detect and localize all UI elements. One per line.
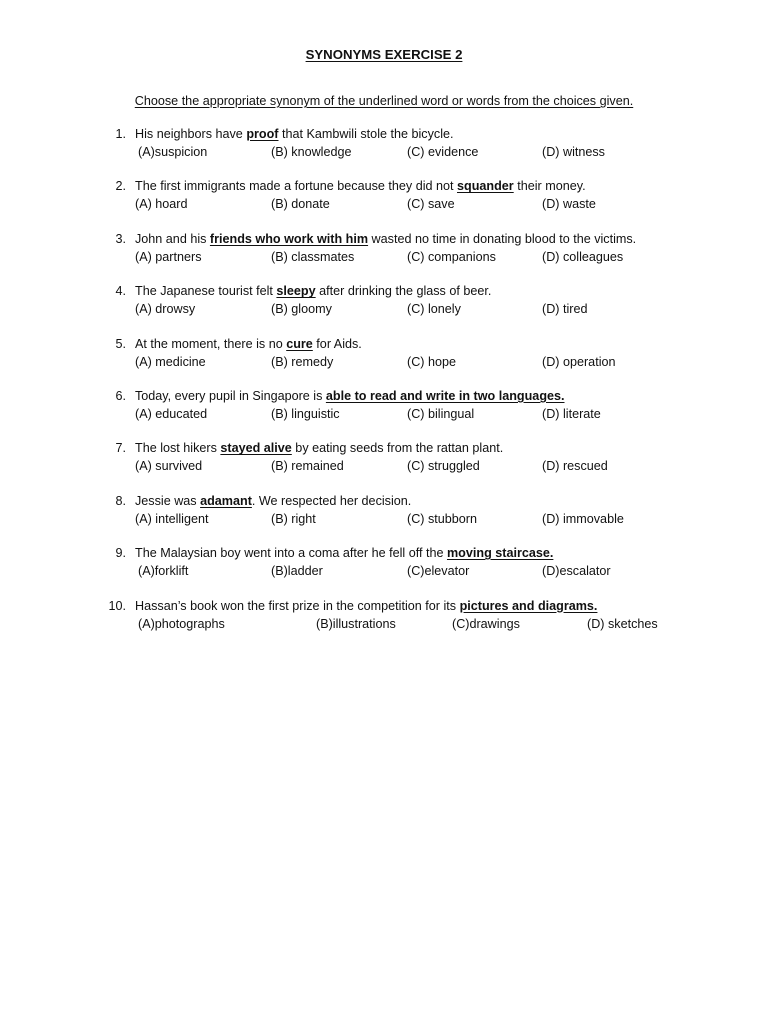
question-number: 3. <box>115 231 126 246</box>
option-c: (C) bilingual <box>407 406 475 421</box>
question-2 <box>0 178 768 230</box>
stem-before: Jessie was <box>135 493 201 508</box>
option-d: (D) sketches <box>587 616 658 631</box>
option-a: (A)photographs <box>138 616 225 631</box>
option-b: (B) remedy <box>271 354 334 369</box>
question-stem <box>135 545 553 562</box>
option-b: (B) gloomy <box>271 302 332 317</box>
option-d: (D) immovable <box>542 511 624 526</box>
question-9 <box>0 545 768 597</box>
question-stem <box>135 336 362 353</box>
instructions: Choose the appropriate synonym of the underlined word or words from the choices given. <box>134 94 634 108</box>
stem-before: Today, every pupil in Singapore is <box>135 388 326 403</box>
question-number: 4. <box>115 284 126 299</box>
option-d: (D) operation <box>542 354 616 369</box>
option-a: (A) hoard <box>135 197 188 212</box>
question-stem <box>135 440 503 457</box>
option-c: (C) struggled <box>407 459 480 474</box>
question-6 <box>0 388 768 440</box>
underlined-word: adamant <box>200 493 252 508</box>
stem-after: by eating seeds from the rattan plant. <box>291 441 504 456</box>
option-d: (D) colleagues <box>542 249 624 264</box>
underlined-word: sleepy <box>276 284 316 299</box>
question-4 <box>0 283 768 335</box>
underlined-word: moving staircase. <box>446 546 554 561</box>
stem-before: The Malaysian boy went into a coma after he fell off the <box>135 546 447 561</box>
option-c: (C) lonely <box>407 302 461 317</box>
option-c: (C) companions <box>407 249 496 264</box>
option-c: (C) evidence <box>407 145 479 159</box>
option-b: (B)illustrations <box>316 616 396 631</box>
option-d: (D) literate <box>542 406 601 421</box>
question-8 <box>0 493 768 545</box>
underlined-word: stayed alive <box>220 441 292 456</box>
option-c: (C) save <box>407 197 455 212</box>
question-number: 5. <box>115 336 126 351</box>
stem-after: wasted no time in donating blood to the victims. <box>368 231 637 246</box>
question-number: 2. <box>115 179 126 194</box>
option-d: (D) rescued <box>542 459 608 474</box>
question-10 <box>0 598 768 650</box>
stem-before: At the moment, there is no <box>135 336 287 351</box>
option-b: (B) remained <box>271 459 344 474</box>
page-title: SYNONYMS EXERCISE 2 <box>305 47 463 62</box>
question-list <box>0 126 768 650</box>
underlined-word: pictures and diagrams. <box>459 598 598 613</box>
option-a: (A) intelligent <box>135 511 209 526</box>
option-d: (D)escalator <box>542 564 611 579</box>
question-number: 6. <box>115 388 126 403</box>
stem-before: The lost hikers <box>135 441 221 456</box>
stem-after: their money. <box>513 179 586 194</box>
option-a: (A)suspicion <box>138 145 208 159</box>
stem-after: . We respected her decision. <box>251 493 412 508</box>
question-number: 7. <box>115 441 126 456</box>
stem-before: His neighbors have <box>135 127 247 141</box>
underlined-word: proof <box>246 127 279 141</box>
question-number: 10. <box>108 598 126 613</box>
option-c: (C)drawings <box>452 616 520 631</box>
question-stem <box>135 388 565 405</box>
stem-before: The Japanese tourist felt <box>135 284 277 299</box>
stem-before: Hassan’s book won the first prize in the competition for its <box>135 598 460 613</box>
question-stem <box>135 178 586 195</box>
option-c: (C) hope <box>407 354 456 369</box>
stem-before: The first immigrants made a fortune because they did not <box>135 179 458 194</box>
option-b: (B) linguistic <box>271 406 340 421</box>
question-number: 1. <box>115 127 126 141</box>
question-stem <box>135 283 491 300</box>
option-b: (B) right <box>271 511 316 526</box>
option-a: (A) educated <box>135 406 208 421</box>
option-b: (B) knowledge <box>271 145 352 159</box>
underlined-word: able to read and write in two languages. <box>325 388 565 403</box>
underlined-word: squander <box>457 179 514 194</box>
stem-after: that Kambwili stole the bicycle. <box>278 127 454 141</box>
option-a: (A)forklift <box>138 564 189 579</box>
option-b: (B) classmates <box>271 249 355 264</box>
option-a: (A) survived <box>135 459 203 474</box>
option-d: (D) witness <box>542 145 605 159</box>
option-b: (B) donate <box>271 197 330 212</box>
option-a: (A) drowsy <box>135 302 196 317</box>
option-a: (A) partners <box>135 249 202 264</box>
underlined-word: cure <box>286 336 313 351</box>
stem-before: John and his <box>135 231 210 246</box>
question-number: 9. <box>115 546 126 561</box>
stem-after: after drinking the glass of beer. <box>315 284 492 299</box>
stem-after: for Aids. <box>312 336 362 351</box>
option-d: (D) tired <box>542 302 588 317</box>
question-number: 8. <box>115 493 126 508</box>
underlined-word: friends who work with him <box>209 231 369 246</box>
option-c: (C) stubborn <box>407 511 477 526</box>
question-3 <box>0 231 768 283</box>
option-c: (C)elevator <box>407 564 470 579</box>
option-a: (A) medicine <box>135 354 206 369</box>
question-7 <box>0 440 768 492</box>
option-b: (B)ladder <box>271 564 323 579</box>
question-stem <box>135 493 411 510</box>
question-stem <box>135 126 454 143</box>
question-stem <box>135 598 597 615</box>
question-1 <box>0 126 768 178</box>
option-d: (D) waste <box>542 197 596 212</box>
question-stem <box>135 231 636 248</box>
question-5 <box>0 336 768 388</box>
